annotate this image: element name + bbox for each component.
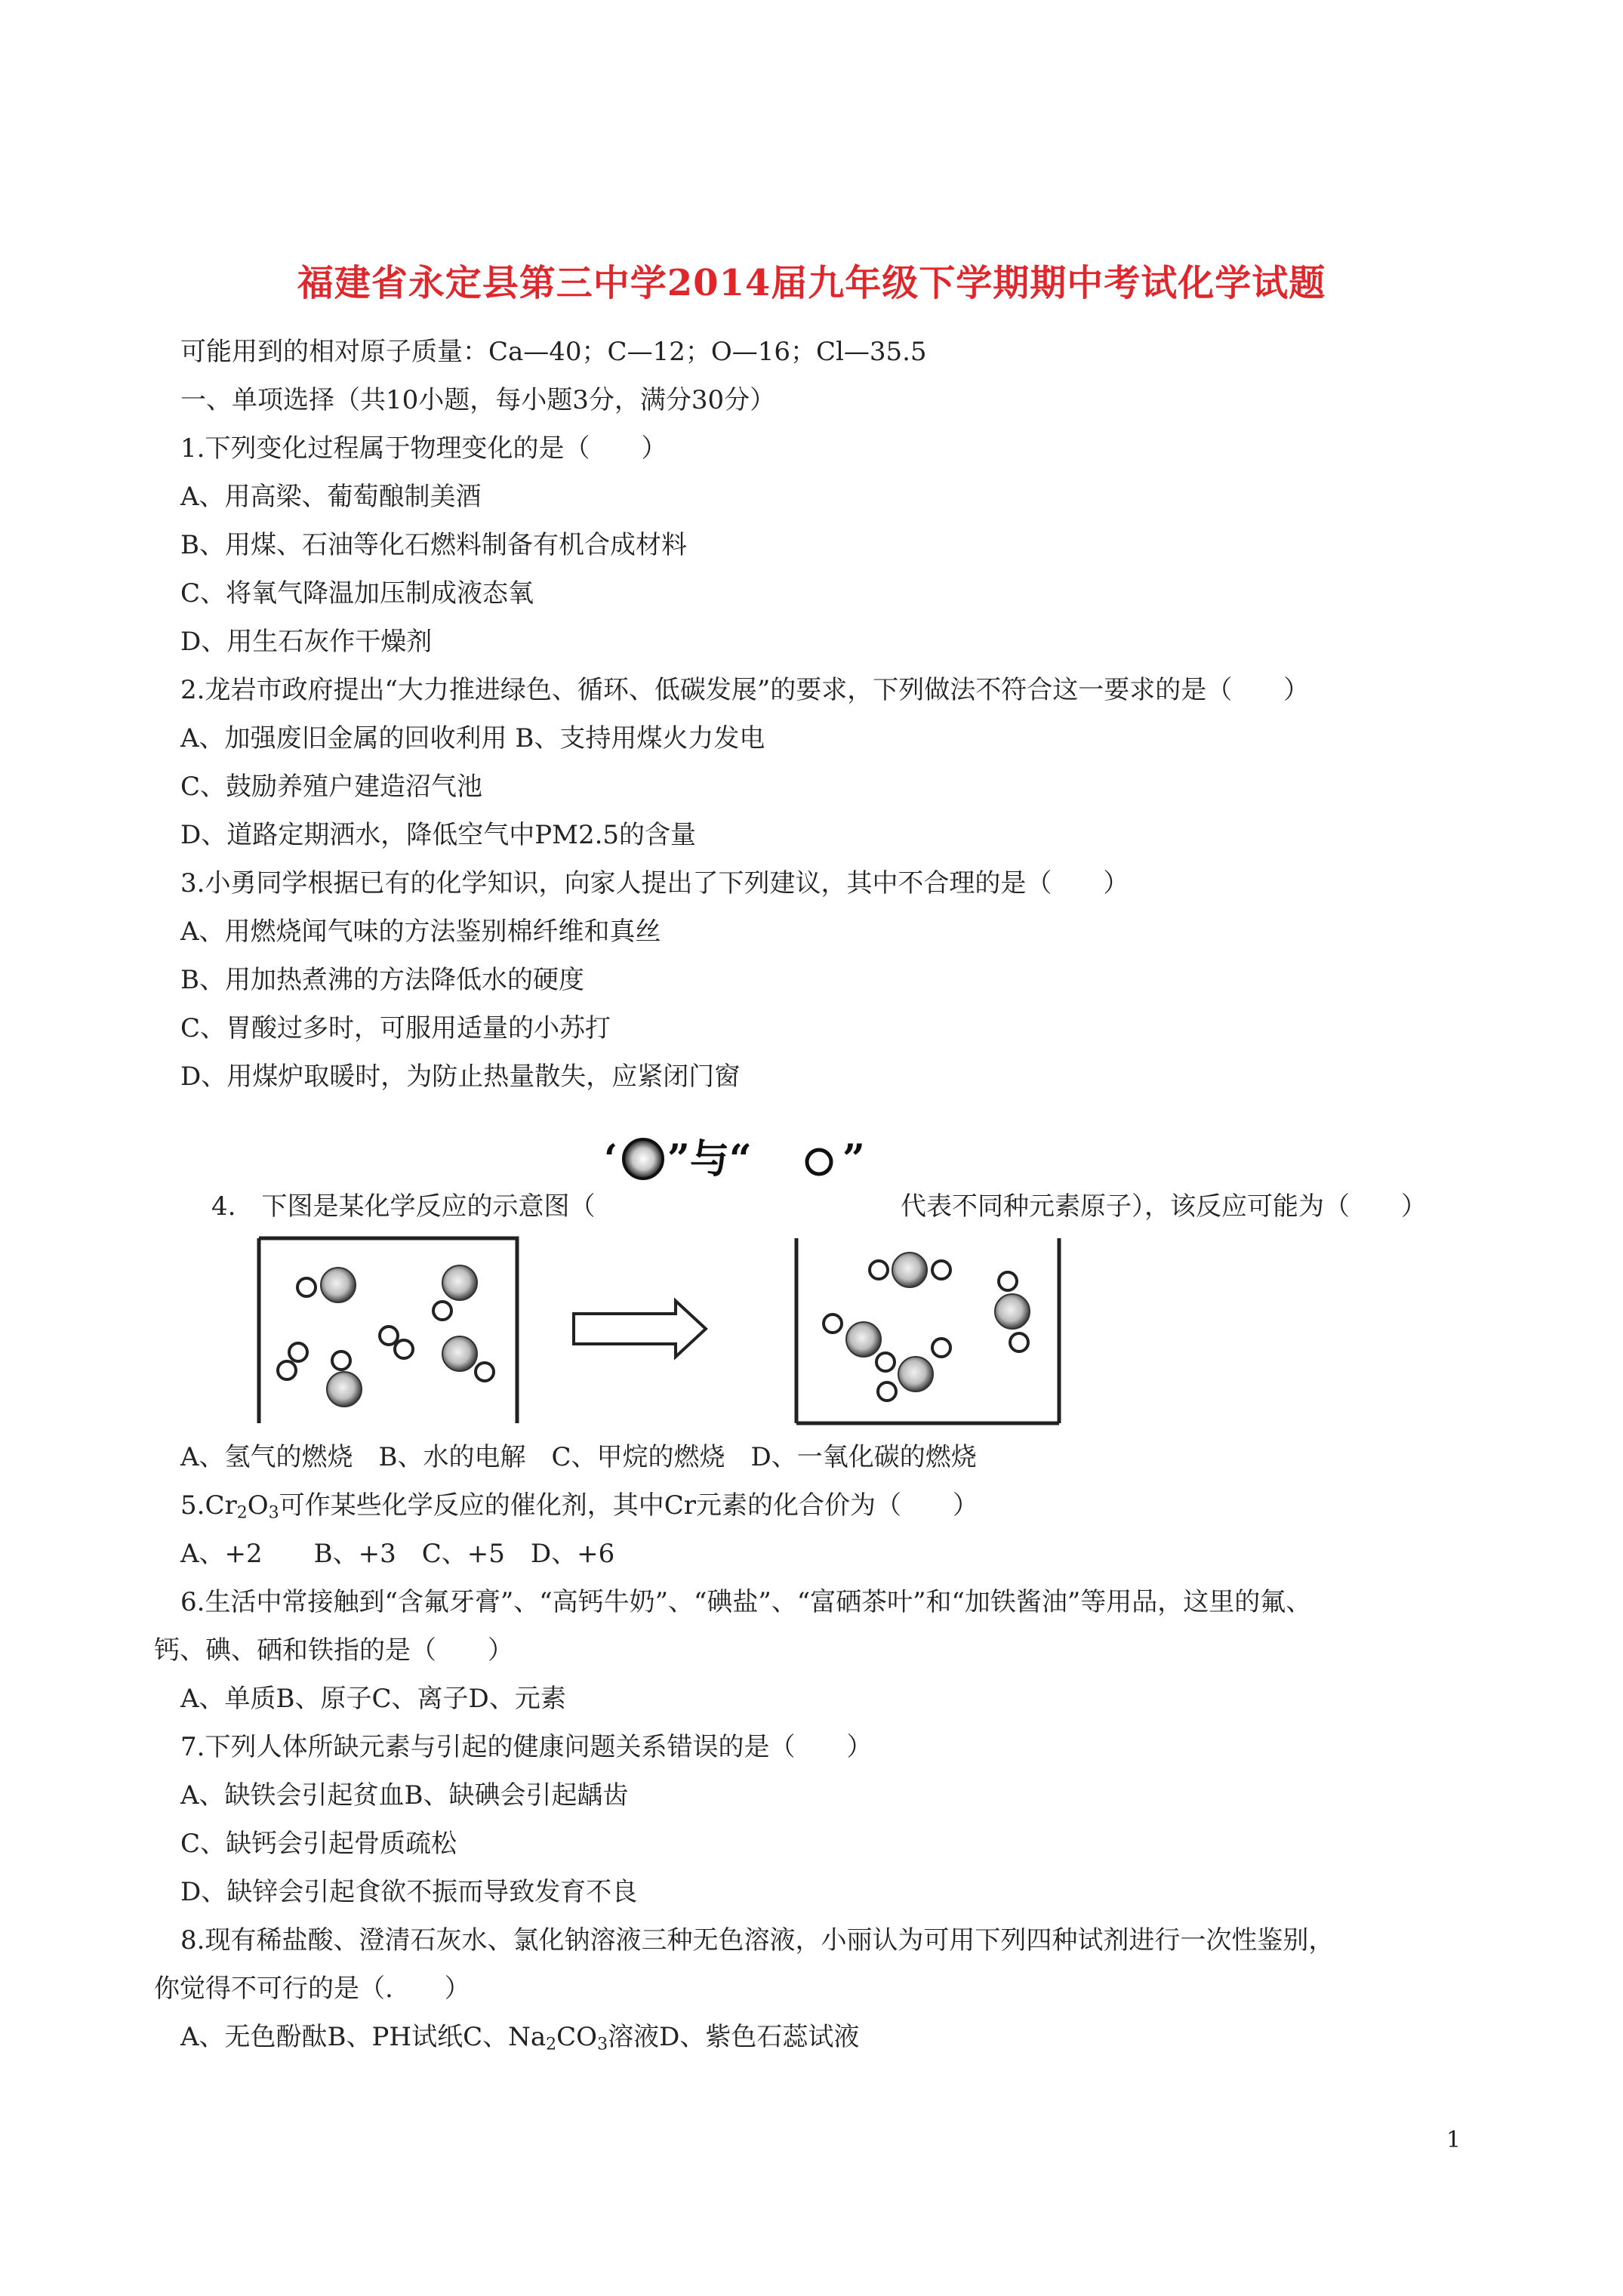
q4-stem-start: 4. 下图是某化学反应的示意图（ [211, 1191, 596, 1222]
q7-stem: 7.下列人体所缺元素与引起的健康问题关系错误的是（ ） [180, 1732, 873, 1762]
legend-connector: ”与“ [667, 1136, 752, 1182]
q1-stem: 1.下列变化过程属于物理变化的是（ ） [180, 433, 667, 464]
q8-options-end: 溶液D、紫色石蕊试液 [608, 2022, 860, 2052]
reactant-molecules [278, 1265, 494, 1407]
page-number: 1 [1446, 2127, 1461, 2153]
q8-stem-line2: 你觉得不可行的是（. ） [154, 1974, 470, 2004]
q5-stem-start: 5.Cr [180, 1490, 237, 1521]
legend-quote-open: ‘ [604, 1136, 618, 1182]
product-molecules [824, 1253, 1030, 1401]
q5-stem-end: 可作某些化学反应的催化剂，其中Cr元素的化合价为（ ） [279, 1490, 978, 1521]
q5-subscript-2: 3 [268, 1502, 279, 1523]
q8-subscript-1: 2 [546, 2034, 557, 2054]
q7-option-ab: A、缺铁会引起贫血B、缺碘会引起龋齿 [180, 1780, 629, 1811]
small-atom-icon [807, 1150, 831, 1174]
reaction-diagram [253, 1234, 1068, 1427]
q3-stem: 3.小勇同学根据已有的化学知识，向家人提出了下列建议，其中不合理的是（ ） [180, 868, 1129, 898]
section-heading: 一、单项选择（共10小题，每小题3分，满分30分） [180, 385, 776, 415]
q8-carbonate: CO [556, 2022, 598, 2052]
q5-oxygen: O [247, 1490, 269, 1521]
q1-option-c: C、将氧气降温加压制成液态氧 [180, 578, 534, 609]
large-atom-icon [624, 1139, 663, 1179]
q2-option-d: D、道路定期洒水，降低空气中PM2.5的含量 [180, 820, 697, 850]
q5-subscript-1: 2 [236, 1502, 248, 1523]
q8-stem-line1: 8.现有稀盐酸、澄清石灰水、氯化钠溶液三种无色溶液，小丽认为可用下列四种试剂进行一次性鉴别， [180, 1925, 1335, 1955]
q7-option-d: D、缺锌会引起食欲不振而导致发育不良 [180, 1877, 638, 1907]
exam-title: 福建省永定县第三中学2014届九年级下学期期中考试化学试题 [297, 262, 1326, 304]
q2-option-c: C、鼓励养殖户建造沼气池 [180, 772, 483, 802]
q6-options: A、单质B、原子C、离子D、元素 [180, 1684, 566, 1714]
q1-option-a: A、用高梁、葡萄酿制美酒 [180, 482, 482, 512]
reaction-arrow [574, 1301, 706, 1357]
q6-stem-line1: 6.生活中常接触到“含氟牙膏”、“高钙牛奶”、“碘盐”、“富硒茶叶”和“加铁酱油”等用品，这里的氟、 [180, 1587, 1312, 1617]
q3-option-a: A、用燃烧闻气味的方法鉴别棉纤维和真丝 [180, 917, 661, 947]
q3-option-b: B、用加热煮沸的方法降低水的硬度 [180, 965, 584, 995]
q8-subscript-2: 3 [597, 2034, 608, 2054]
q4-stem-end: 代表不同种元素原子），该反应可能为（ ） [901, 1191, 1427, 1222]
q4-options: A、氢气的燃烧 B、水的电解 C、甲烷的燃烧 D、一氧化碳的燃烧 [180, 1442, 977, 1472]
q2-stem: 2.龙岩市政府提出“大力推进绿色、循环、低碳发展”的要求，下列做法不符合这一要求的是（ ） [180, 675, 1310, 705]
q5-options: A、+2 B、+3 C、+5 D、+6 [180, 1539, 615, 1569]
legend-quote-close: ” [842, 1136, 865, 1182]
q1-option-b: B、用煤、石油等化石燃料制备有机合成材料 [180, 530, 687, 560]
q8-options-start: A、无色酚酞B、PH试纸C、Na [180, 2022, 547, 2052]
q3-option-c: C、胃酸过多时，可服用适量的小苏打 [180, 1013, 611, 1043]
q6-stem-line2: 钙、碘、硒和铁指的是（ ） [154, 1635, 513, 1666]
atomic-masses: 可能用到的相对原子质量：Ca—40；C—12；O—16；Cl—35.5 [180, 337, 927, 367]
q1-option-d: D、用生石灰作干燥剂 [180, 627, 433, 657]
q3-option-d: D、用煤炉取暖时，为防止热量散失，应紧闭门窗 [180, 1062, 741, 1092]
atom-legend [604, 1129, 936, 1189]
q5-stem [180, 1489, 978, 1530]
q8-options [180, 2020, 859, 2061]
q7-option-c: C、缺钙会引起骨质疏松 [180, 1829, 457, 1859]
q2-option-ab: A、加强废旧金属的回收利用 B、支持用煤火力发电 [180, 723, 765, 754]
